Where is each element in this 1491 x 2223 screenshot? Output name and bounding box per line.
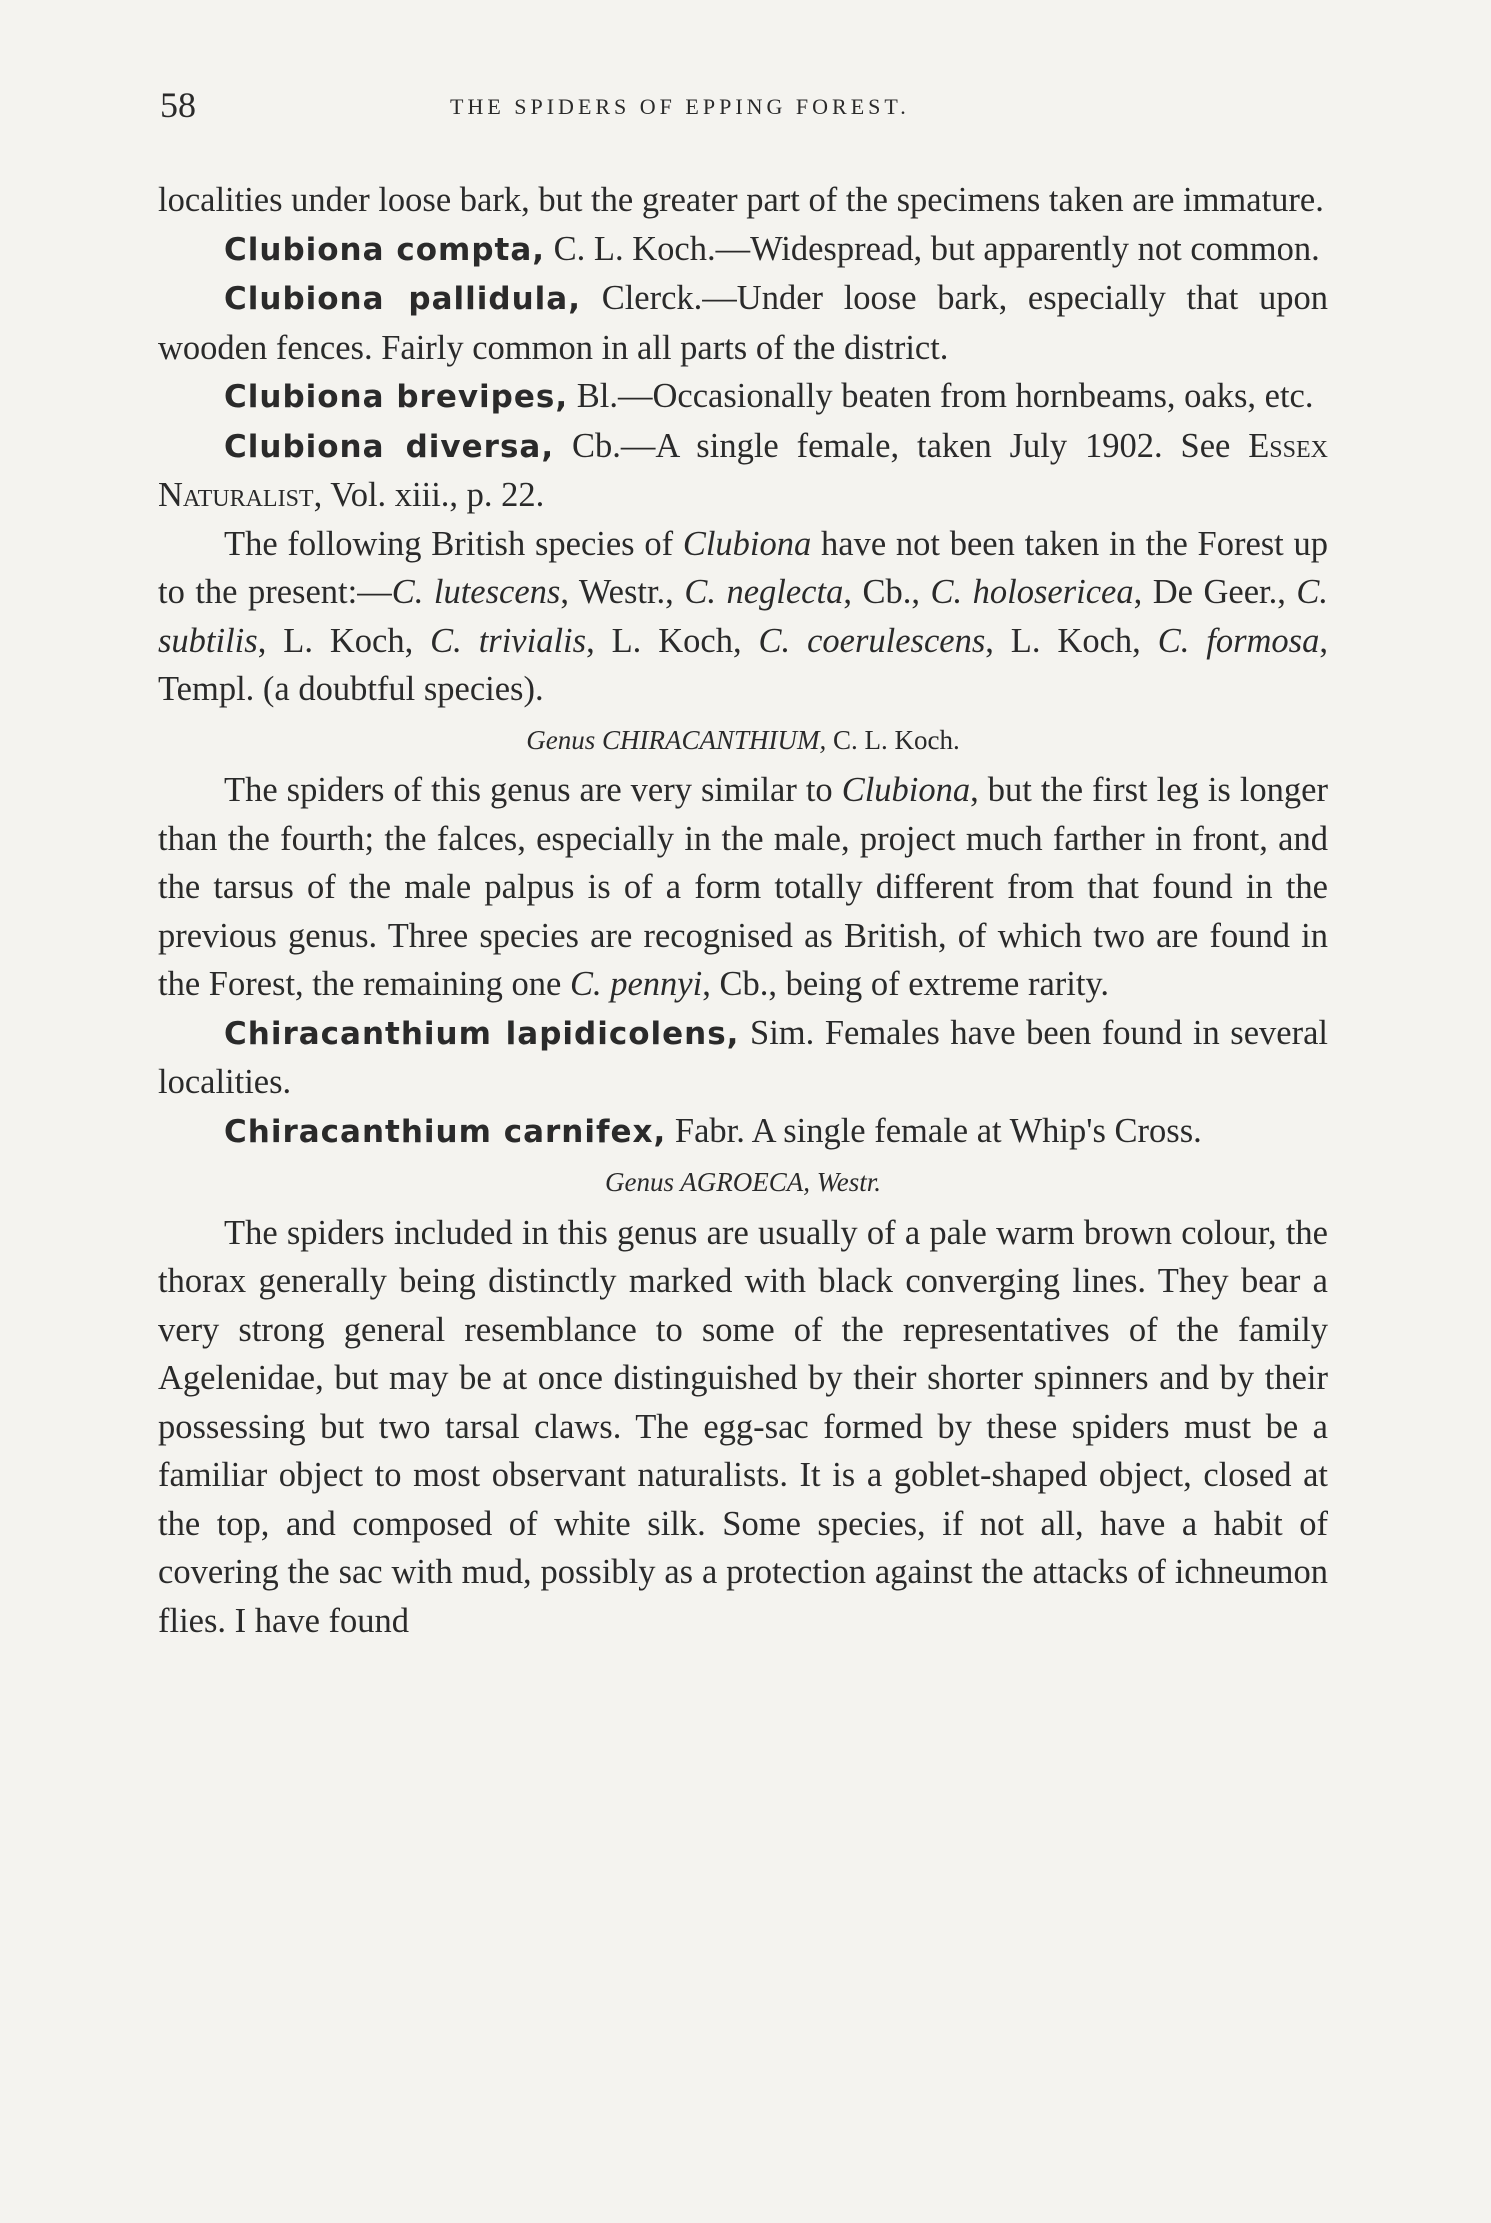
genus-author: C. L. Koch. (833, 724, 960, 755)
text-run: , De Geer., (1133, 573, 1297, 611)
running-head: THE SPIDERS OF EPPING FOREST. (450, 94, 910, 119)
species-notes: C. L. Koch.—Widespread, but apparently not common. (545, 229, 1320, 268)
species-name: Clubiona pallidula, (224, 281, 581, 317)
species-name: Chiracanthium carnifex, (224, 1113, 667, 1150)
species-entry-chiracanthium-lapidicolens (158, 1009, 1328, 1107)
species-italic: C. lutescens (391, 573, 561, 611)
text-run: , L. Koch, (586, 621, 759, 660)
species-name: Clubiona compta, (224, 231, 546, 268)
genus-label: Genus (526, 724, 596, 755)
text-run: , Westr., (560, 573, 685, 611)
genus-author: Westr. (816, 1167, 882, 1197)
paragraph-agroeca-description (158, 1209, 1328, 1646)
paragraph-chiracanthium-description (158, 766, 1328, 1009)
species-notes: Sim. Females have been found in several localities. (158, 1013, 1328, 1101)
species-italic: C. trivialis (430, 621, 587, 660)
page-number: 58 (160, 85, 196, 125)
paragraph-text: localities under loose bark, but the greater part of the specimens taken are immature. (158, 181, 1324, 219)
species-italic: C. neglecta (684, 573, 844, 611)
species-notes: Cb.—A single female, taken July 1902. See (554, 426, 1249, 465)
species-notes: Fabr. A single female at Whip's Cross. (666, 1111, 1202, 1150)
paragraph-text: The spiders included in this genus are usually of a pale warm brown colour, the thorax generally being distinctly marked with black converging lines. They bear a very strong general resemblance to some of the representatives of the family Agelenidae, but may be at once distinguished by their shorter spinners and by their possessing but two tarsal claws. The egg-sac formed by these spiders must be a familiar object to most observant naturalists. It is a goblet-shaped object, closed at the top, and composed of white silk. Some species, if not all, have a habit of covering the sac with mud, possibly as a protection against the attacks of ichneumon flies. I have found (158, 1213, 1328, 1640)
citation: , Vol. xiii., p. 22. (313, 476, 545, 514)
species-entry-clubiona-pallidula (158, 274, 1328, 372)
species-italic: C. holosericea (930, 573, 1134, 611)
text-run: , Cb., (843, 573, 931, 611)
species-name: Chiracanthium lapidicolens, (224, 1015, 740, 1052)
paragraph-other-species (158, 520, 1328, 714)
journal-name: Essex Naturalist (158, 426, 1328, 514)
text-run: The following British species of (224, 524, 683, 563)
text-run: , L. Koch, (257, 621, 431, 660)
text-run: , but the first leg is longer than the fourth; the falces, especially in the male, project much farther in front, and the tarsus of the male palpus is of a form totally different from that found in the previous genus. Three species are recognised as British, of which two are found in the Forest, the remaining one (158, 771, 1328, 1003)
genus-heading-chiracanthium (158, 716, 1328, 765)
species-name: Clubiona brevipes, (224, 379, 569, 415)
genus-heading-agroeca (158, 1158, 1328, 1207)
species-name: Clubiona diversa, (224, 428, 555, 465)
species-italic: C. pennyi (569, 965, 703, 1003)
species-entry-clubiona-brevipes (158, 372, 1328, 422)
text-run: The spiders of this genus are very similar to (224, 771, 842, 809)
text-run: have not been taken in the Forest up to the present:— (158, 524, 1329, 611)
species-entry-clubiona-diversa (158, 422, 1328, 520)
text-run: , Templ. (a doubtful species). (158, 621, 1328, 708)
genus-name-italic: Clubiona (841, 771, 971, 809)
genus-title: AGROECA, (680, 1167, 810, 1197)
species-entry-chiracanthium-carnifex (158, 1107, 1328, 1157)
species-notes: Clerck.—Under loose bark, especially that upon wooden fences. Fairly common in all parts of the district. (158, 279, 1328, 367)
species-italic: C. coerulescens (758, 621, 986, 660)
species-italic: C. subtilis (158, 573, 1328, 660)
genus-name-italic: Clubiona (682, 524, 812, 563)
species-italic: C. formosa (1157, 621, 1320, 660)
body-text (158, 176, 1328, 1645)
genus-label: Genus (604, 1167, 674, 1197)
page-header (160, 84, 1330, 134)
text-run: , Cb., being of extreme rarity. (702, 965, 1110, 1003)
genus-title: CHIRACANTHIUM, (602, 724, 827, 755)
paragraph-continued (158, 176, 1328, 225)
text-run: , L. Koch, (985, 621, 1158, 660)
species-notes: Bl.—Occasionally beaten from hornbeams, oaks, etc. (568, 377, 1314, 415)
species-entry-clubiona-compta (158, 225, 1328, 275)
